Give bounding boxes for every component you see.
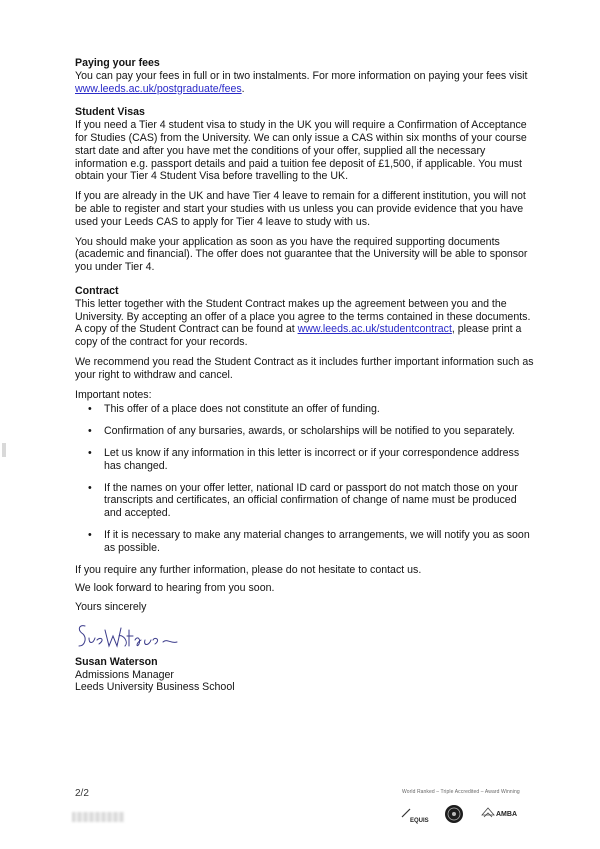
list-item xyxy=(75,529,535,555)
closing-line-3: Yours sincerely xyxy=(75,601,147,614)
blurred-reference xyxy=(72,812,124,822)
list-item xyxy=(75,425,535,438)
fees-text-end: . xyxy=(241,82,245,95)
note-text: Let us know if any information in this letter is incorrect or if your correspondence address has changed. xyxy=(104,446,520,472)
contract-paragraph-1 xyxy=(75,298,535,349)
contract-paragraph-2: We recommend you read the Student Contract as it includes further important information such as your right to withdraw and cancel. xyxy=(75,355,534,381)
amba-label: AMBA xyxy=(496,811,517,818)
closing-line-1: If you require any further information, please do not hesitate to contact us. xyxy=(75,563,422,576)
fees-link[interactable]: www.leeds.ac.uk/postgraduate/fees xyxy=(75,82,242,95)
notes-heading: Important notes: xyxy=(75,388,152,401)
equis-logo-icon xyxy=(402,809,429,824)
contract-heading: Contract xyxy=(75,284,119,297)
amba-logo-icon xyxy=(482,808,517,818)
fees-heading: Paying your fees xyxy=(75,57,160,69)
contract-text-end: , please print a copy of the contract for your records. xyxy=(75,323,522,349)
fees-text: You can pay your fees in full or in two instalments. For more information on paying your fees visit xyxy=(75,69,528,82)
accreditation-text: World Ranked – Triple Accredited – Award Winning xyxy=(402,789,520,795)
page-number: 2/2 xyxy=(75,788,89,799)
bullet: • xyxy=(88,528,92,541)
fees-paragraph xyxy=(75,70,535,96)
signer-org: Leeds University Business School xyxy=(75,681,235,694)
equis-label: EQUIS xyxy=(410,818,429,824)
accreditation-logos xyxy=(398,797,528,827)
visas-heading: Student Visas xyxy=(75,106,145,119)
signer-name: Susan Waterson xyxy=(75,655,158,668)
aacsb-seal-icon xyxy=(445,805,463,823)
bullet: • xyxy=(88,446,92,459)
bullet: • xyxy=(88,425,92,438)
notes-list xyxy=(75,403,535,554)
scan-mark xyxy=(2,443,6,457)
signature xyxy=(75,622,535,656)
note-text: If it is necessary to make any material changes to arrangements, we will notify you as soon as possible. xyxy=(104,528,530,554)
note-text: This offer of a place does not constitute an offer of funding. xyxy=(104,403,380,416)
list-item xyxy=(75,403,535,416)
bullet: • xyxy=(88,403,92,416)
visas-paragraph-1: If you need a Tier 4 student visa to study in the UK you will require a Confirmation of Acceptance for Studies (CAS) from the University. We can only issue a CAS within six months of your course start date and after you have met the conditions of your offer, supplied all the necessary information e.g. passport details and paid a tuition fee deposit of £1,500, if applicable. You must obtain your Tier 4 Student Visa before travelling to the UK. xyxy=(75,119,527,183)
bullet: • xyxy=(88,481,92,494)
letter-body xyxy=(75,57,535,694)
contract-link[interactable]: www.leeds.ac.uk/studentcontract xyxy=(297,323,452,336)
signature-icon xyxy=(75,622,185,656)
visas-paragraph-3: You should make your application as soon as you have the required supporting documents (academic and financial). The offer does not guarantee that the University will be able to sponsor you under Tier 4. xyxy=(75,235,528,274)
list-item xyxy=(75,482,535,520)
contract-text: This letter together with the Student Contract makes up the agreement between you and the University. By accepting an offer of a place you agree to the terms contained in these documents. A copy of the Student Contract can be found at xyxy=(75,297,531,336)
note-text: If the names on your offer letter, national ID card or passport do not match those on your transcripts and certificates, an official confirmation of change of name must be produced and accepted. xyxy=(104,481,518,520)
signer-role: Admissions Manager xyxy=(75,668,174,681)
note-text: Confirmation of any bursaries, awards, or scholarships will be notified to you separately. xyxy=(104,425,515,438)
closing-line-2: We look forward to hearing from you soon. xyxy=(75,582,275,595)
list-item xyxy=(75,447,535,473)
visas-paragraph-2: If you are already in the UK and have Tier 4 leave to remain for a different institution, you will not be able to register and start your studies with us unless you can provide evidence that you have used your Leeds CAS to apply for Tier 4 leave to study with us. xyxy=(75,190,526,228)
